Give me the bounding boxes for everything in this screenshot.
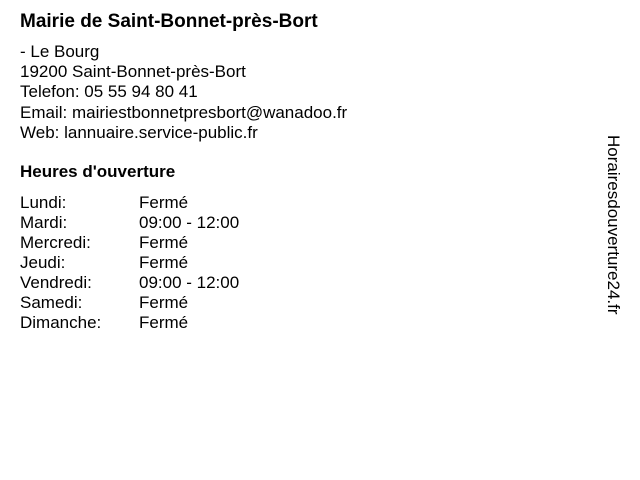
day-label: Lundi: xyxy=(20,193,67,213)
business-name: Mairie de Saint-Bonnet-près-Bort xyxy=(20,11,318,32)
contact-block xyxy=(20,42,600,143)
web-line: Web: lannuaire.service-public.fr xyxy=(20,122,258,142)
day-label: Vendredi: xyxy=(20,273,92,293)
phone-line: Telefon: 05 55 94 80 41 xyxy=(20,82,198,102)
day-hours: Fermé xyxy=(139,233,189,253)
day-label: Jeudi: xyxy=(20,253,66,273)
email-line: Email: mairiestbonnetpresbort@wanadoo.fr xyxy=(20,102,348,122)
day-label: Mardi: xyxy=(20,213,68,233)
hours-row-tuesday xyxy=(20,213,600,233)
site-watermark: Horairesdouverture24.fr xyxy=(604,135,623,315)
day-label: Samedi: xyxy=(20,293,83,313)
day-label: Mercredi: xyxy=(20,233,91,253)
opening-hours-table xyxy=(20,193,600,333)
day-hours: Fermé xyxy=(139,193,189,213)
address-line-2: 19200 Saint-Bonnet-près-Bort xyxy=(20,62,246,82)
opening-hours-title: Heures d'ouverture xyxy=(20,162,176,182)
day-hours: 09:00 - 12:00 xyxy=(139,273,240,293)
hours-row-monday xyxy=(20,193,600,213)
hours-row-thursday xyxy=(20,253,600,273)
day-hours: Fermé xyxy=(139,293,189,313)
day-label: Dimanche: xyxy=(20,313,102,333)
hours-row-saturday xyxy=(20,293,600,313)
day-hours: 09:00 - 12:00 xyxy=(139,213,240,233)
day-hours: Fermé xyxy=(139,313,189,333)
address-line-1: - Le Bourg xyxy=(20,42,100,61)
day-hours: Fermé xyxy=(139,253,189,273)
hours-row-friday xyxy=(20,273,600,293)
hours-row-wednesday xyxy=(20,233,600,253)
business-card xyxy=(20,11,600,333)
hours-row-sunday xyxy=(20,313,600,333)
